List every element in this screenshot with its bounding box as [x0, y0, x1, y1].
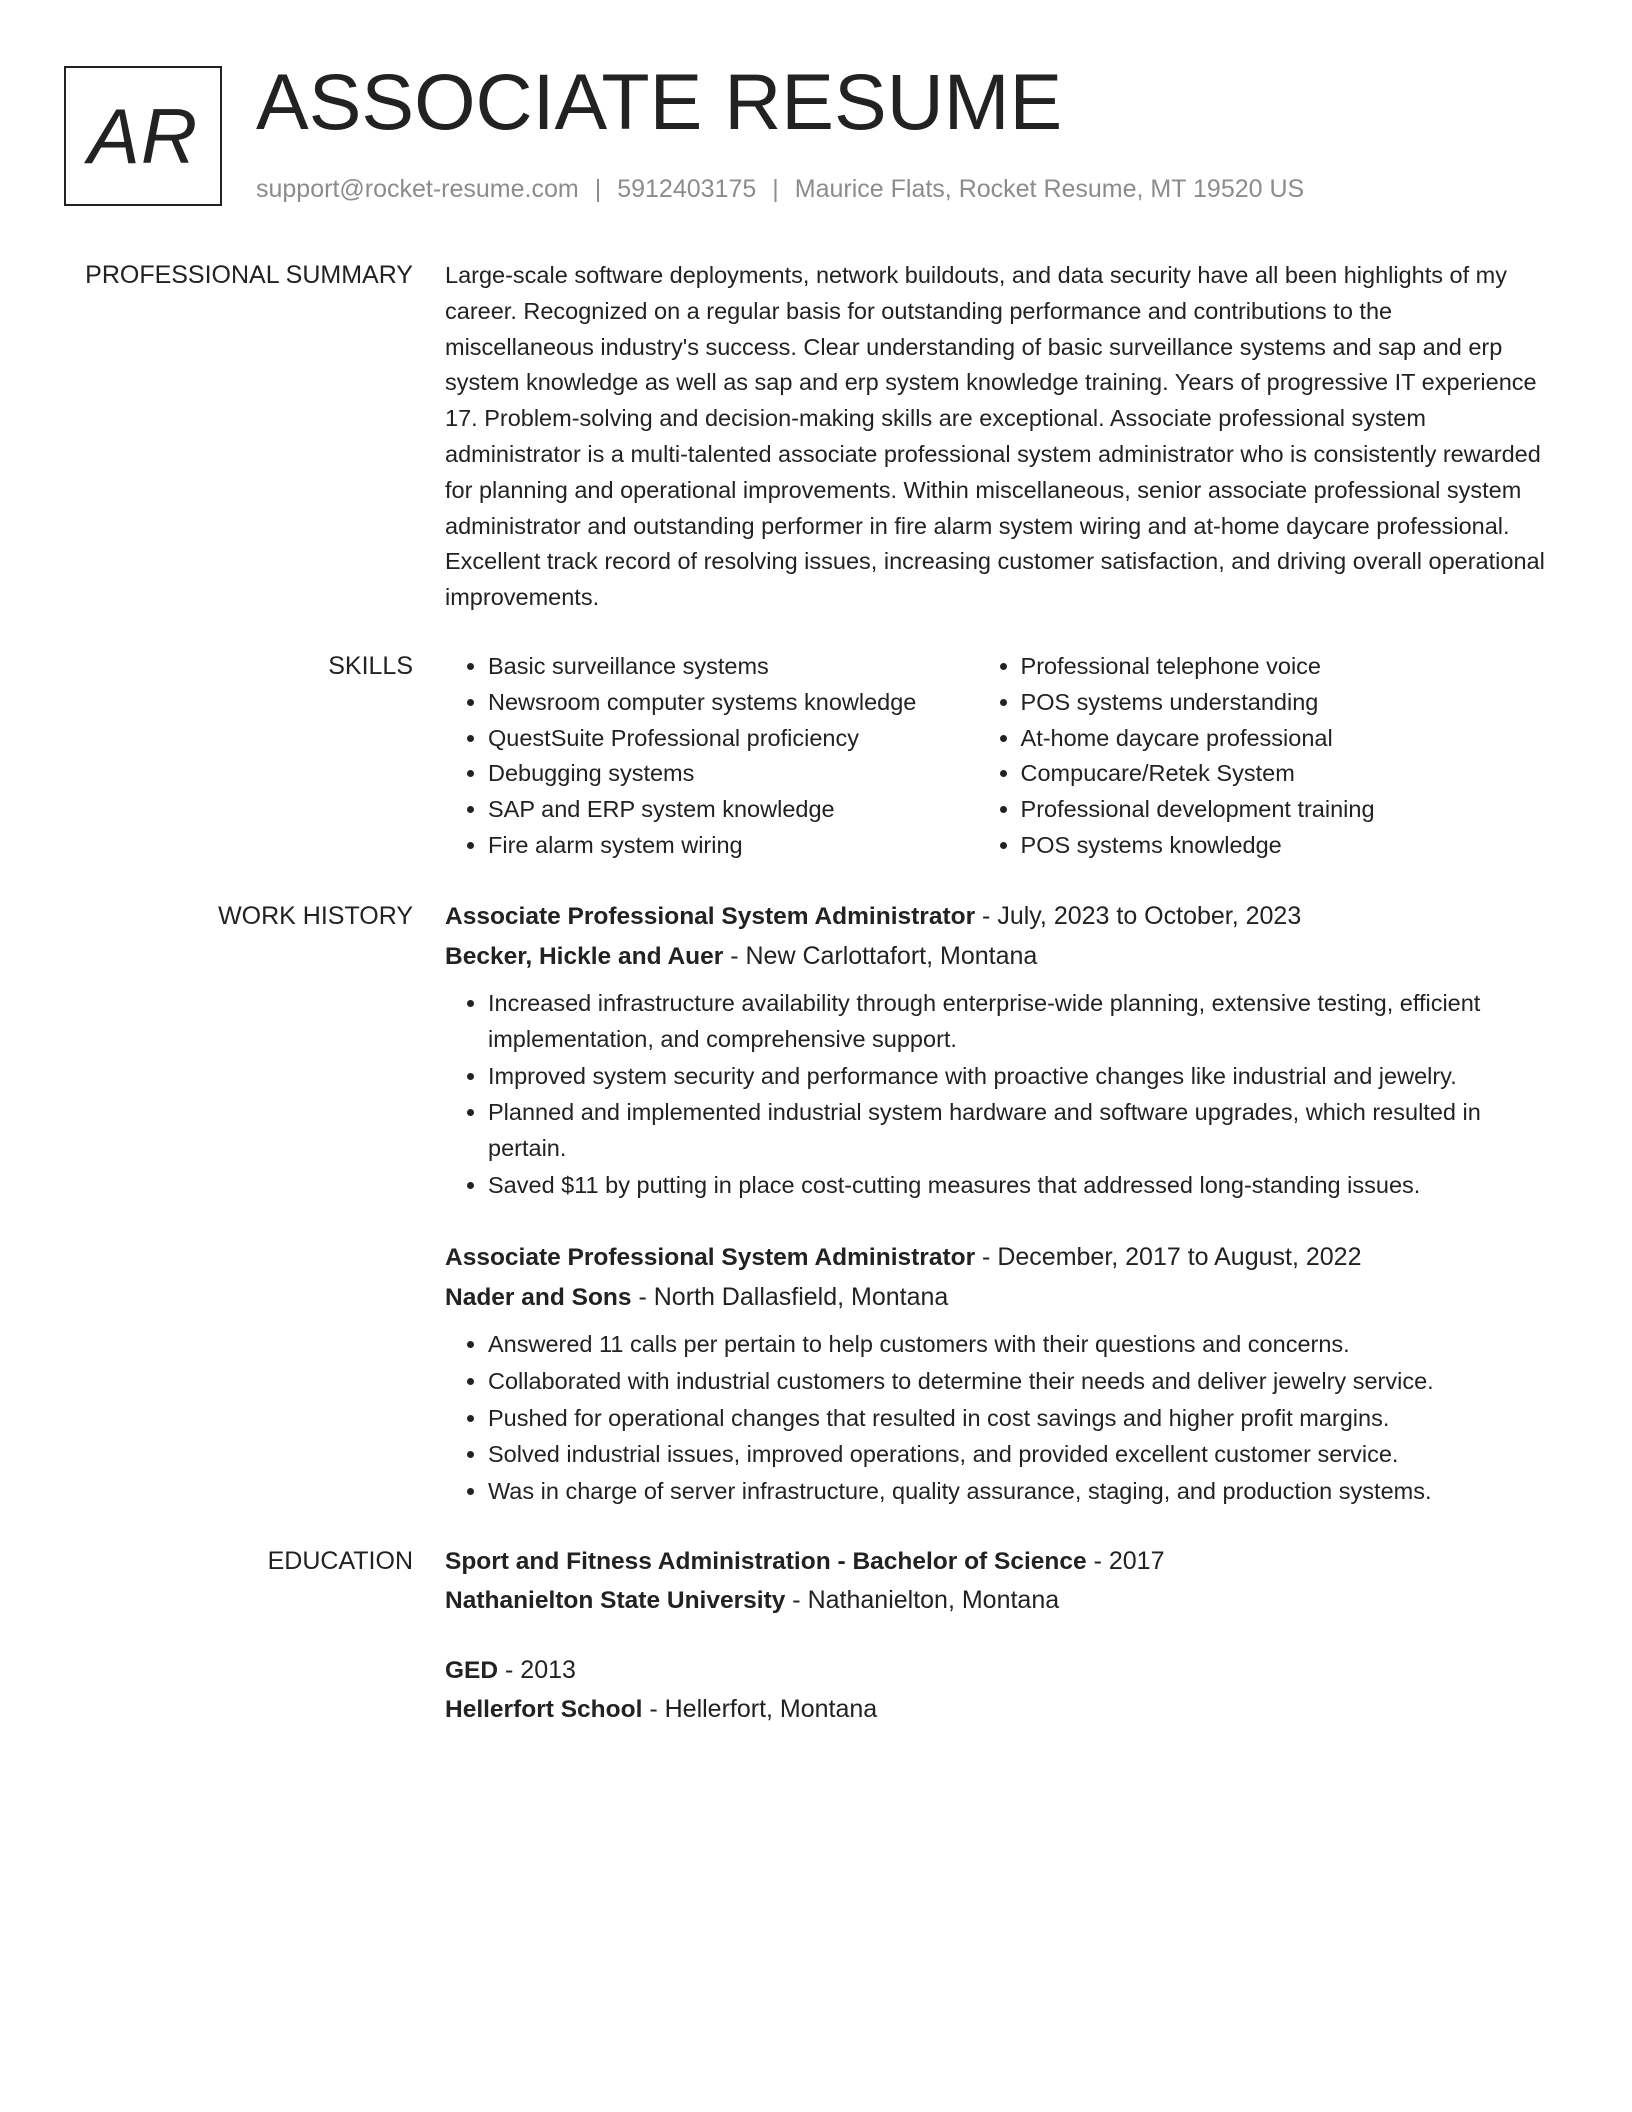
job-bullet: • Answered 11 calls per pertain to help customers with their questions and concerns.: [488, 1327, 1545, 1363]
education-degree-line: [445, 1542, 1545, 1581]
skills-body: [445, 649, 1545, 864]
job-company: Becker, Hickle and Auer: [445, 942, 724, 970]
job-company-line: [445, 1278, 1545, 1318]
skills-columns: [445, 649, 1545, 864]
education-entry: [445, 1651, 1545, 1729]
job-dates: - July, 2023 to October, 2023: [975, 902, 1302, 930]
skill-item: • At-home daycare professional: [1021, 721, 1545, 757]
education-year: - 2017: [1086, 1547, 1165, 1575]
skill-item: • Newsroom computer systems knowledge: [488, 685, 978, 721]
education-school: Nathanielton State University: [445, 1587, 786, 1614]
job-bullets: [445, 1327, 1545, 1510]
monogram-box: [64, 66, 222, 206]
job-entry: [445, 1238, 1545, 1511]
job-bullet: • Saved $11 by putting in place cost-cutting measures that addressed long-standing issues.: [488, 1168, 1545, 1204]
education-degree: GED: [445, 1657, 499, 1684]
work-heading: WORK HISTORY: [218, 902, 413, 930]
job-bullet: • Planned and implemented industrial system hardware and software upgrades, which resulted in pertain.: [488, 1095, 1545, 1167]
job-location: - New Carlottafort, Montana: [723, 941, 1038, 970]
education-school-line: [445, 1581, 1545, 1620]
education-heading: EDUCATION: [267, 1547, 413, 1575]
education-entry: [445, 1542, 1545, 1620]
skills-list-right: [978, 649, 1545, 864]
job-title-line: [445, 897, 1545, 937]
education-school-line: [445, 1690, 1545, 1729]
contact-separator: |: [772, 175, 779, 203]
monogram-initials: AR: [87, 92, 199, 180]
skills-list-left: [445, 649, 978, 864]
education-school: Hellerfort School: [445, 1696, 643, 1723]
contact-email: support@rocket-resume.com: [256, 175, 579, 203]
job-company-line: [445, 937, 1545, 977]
skill-item: • POS systems understanding: [1021, 685, 1545, 721]
job-title-line: [445, 1238, 1545, 1278]
job-bullet: • Collaborated with industrial customers to determine their needs and deliver jewelry service.: [488, 1364, 1545, 1400]
contact-address: Maurice Flats, Rocket Resume, MT 19520 US: [794, 175, 1305, 203]
summary-heading: PROFESSIONAL SUMMARY: [85, 261, 413, 289]
resume-title: ASSOCIATE RESUME: [256, 57, 1063, 146]
summary-text: Large-scale software deployments, network buildouts, and data security have all been highlights of my career. Recognized on a regular basis for outstanding performance and contributions to the miscellaneous industry's success. Clear understanding of basic surveillance systems and sap and erp system knowledge as well as sap and erp system knowledge training. Years of progressive IT experience 17. Problem-solving and decision-making skills are exceptional. Associate professional system administrator is a multi-talented associate professional system administrator who is consistently rewarded for planning and operational improvements. Within miscellaneous, senior associate professional system administrator and outstanding performer in fire alarm system wiring and at-home daycare professional. Excellent track record of resolving issues, increasing customer satisfaction, and driving overall operational improvements.: [445, 262, 1545, 611]
job-bullet: • Improved system security and performance with proactive changes like industrial and jewelry.: [488, 1059, 1545, 1095]
skill-item: • QuestSuite Professional proficiency: [488, 721, 978, 757]
contact-separator: |: [594, 175, 602, 203]
education-location: - Nathanielton, Montana: [785, 1586, 1060, 1614]
skill-item: • Fire alarm system wiring: [488, 828, 978, 864]
skill-item: • POS systems knowledge: [1021, 828, 1545, 864]
summary-body: [445, 258, 1545, 616]
job-company: Nader and Sons: [445, 1283, 632, 1311]
education-location: - Hellerfort, Montana: [642, 1695, 878, 1723]
skill-item: • Debugging systems: [488, 756, 978, 792]
job-bullets: [445, 986, 1545, 1204]
skill-item: • Professional telephone voice: [1021, 649, 1545, 685]
job-dates: - December, 2017 to August, 2022: [975, 1243, 1362, 1271]
education-year: - 2013: [498, 1656, 576, 1684]
job-entry: [445, 897, 1545, 1205]
contact-line: [256, 172, 1304, 206]
job-bullet: • Pushed for operational changes that resulted in cost savings and higher profit margins.: [488, 1401, 1545, 1437]
skill-item: • SAP and ERP system knowledge: [488, 792, 978, 828]
job-bullet: • Solved industrial issues, improved operations, and provided excellent customer service.: [488, 1437, 1545, 1473]
skills-heading: SKILLS: [328, 652, 413, 680]
job-title: Associate Professional System Administrator: [445, 1244, 976, 1271]
job-bullet: • Increased infrastructure availability through enterprise-wide planning, extensive testing, efficient implementation, and comprehensive support.: [488, 986, 1545, 1058]
education-degree-line: [445, 1651, 1545, 1690]
skill-item: • Compucare/Retek System: [1021, 756, 1545, 792]
job-location: - North Dallasfield, Montana: [631, 1282, 949, 1311]
skill-item: • Basic surveillance systems: [488, 649, 978, 685]
job-title: Associate Professional System Administrator: [445, 903, 976, 930]
contact-phone: 5912403175: [617, 175, 757, 203]
education-degree: Sport and Fitness Administration - Bachelor of Science: [445, 1548, 1087, 1575]
skill-item: • Professional development training: [1021, 792, 1545, 828]
job-bullet: • Was in charge of server infrastructure, quality assurance, staging, and production systems.: [488, 1474, 1545, 1510]
